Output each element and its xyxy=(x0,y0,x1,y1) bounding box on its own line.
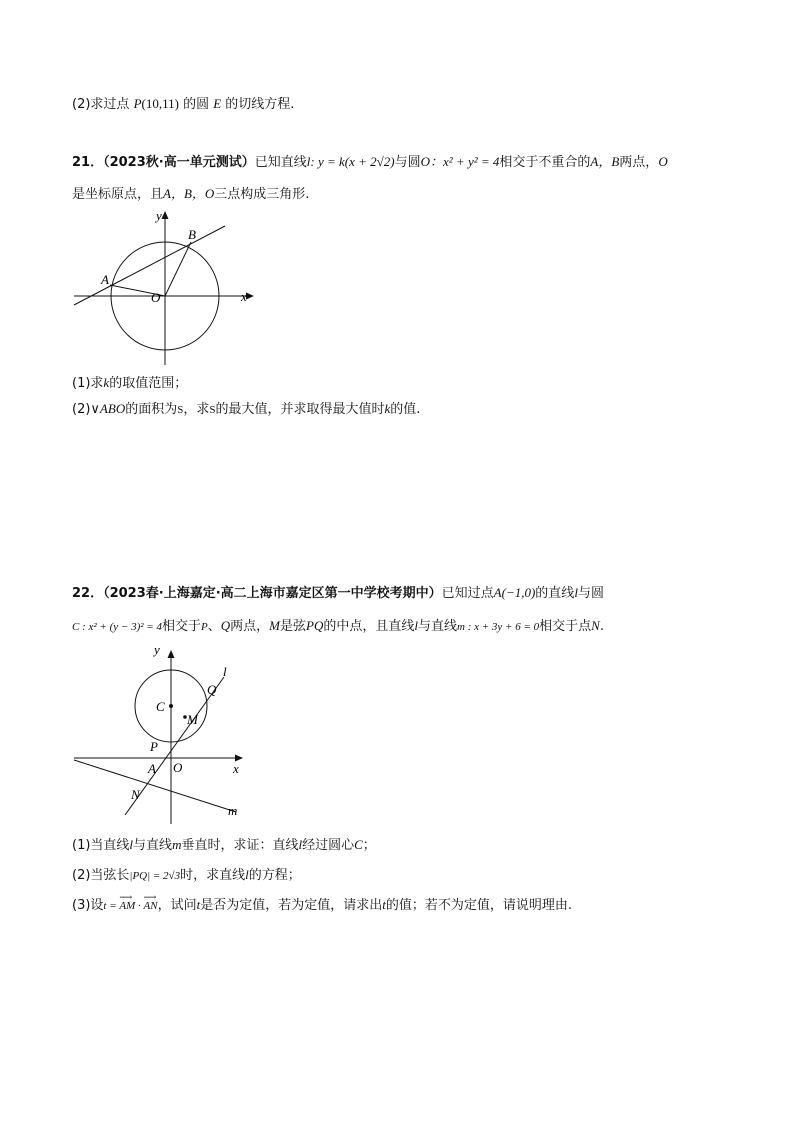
question-number: 22． xyxy=(72,586,104,601)
line-l-shape xyxy=(125,677,224,815)
q22-part3 xyxy=(72,896,572,915)
vector-am: ⟶ AM xyxy=(119,897,135,915)
triangle-abo: ∨ABO xyxy=(90,401,126,416)
text: 是弦 xyxy=(279,619,306,634)
text: 时，求直线 xyxy=(180,868,246,883)
text: 三点构成三角形. xyxy=(214,187,310,202)
text: 是否为定值，若为定值，请求出 xyxy=(200,898,383,913)
q21-stem-line2 xyxy=(72,185,309,204)
label-y: y xyxy=(154,642,160,657)
line-l: l xyxy=(306,154,311,169)
label-q: Q xyxy=(207,682,217,697)
label-o: O xyxy=(173,760,183,775)
var-t: t = xyxy=(103,900,120,912)
label-a: A xyxy=(101,272,109,287)
circle-equation: ：x² + y² = 4 xyxy=(430,154,500,169)
text: 、 xyxy=(207,619,221,634)
q22-part2 xyxy=(72,866,301,885)
text: 与圆 xyxy=(577,586,604,601)
point-p: P xyxy=(133,96,142,111)
x-axis-arrow xyxy=(246,293,254,300)
text: (2)当弦长 xyxy=(72,868,130,883)
label-y: y xyxy=(156,208,162,223)
point-q: Q xyxy=(220,618,231,633)
q22-figure xyxy=(70,640,260,830)
line-m-equation: m : x + 3y + 6 = 0 xyxy=(457,621,540,633)
line-l: l xyxy=(414,618,418,633)
point-p: P xyxy=(200,621,208,633)
points-ab: A，B xyxy=(590,154,620,169)
text: 相交于 xyxy=(161,619,201,634)
line-l: l xyxy=(298,837,303,852)
vector-an: ⟶ AN xyxy=(144,897,158,915)
text: 已知过点 xyxy=(441,586,494,601)
text: 的中点，且直线 xyxy=(323,619,415,634)
line-l: l xyxy=(574,585,578,600)
var-s: S xyxy=(177,404,184,416)
text: 的值. xyxy=(390,402,421,417)
text: 与圆 xyxy=(394,155,421,170)
text: 是坐标原点，且 xyxy=(72,187,164,202)
text: 垂直时，求证：直线 xyxy=(181,838,299,853)
question-source: （2023秋·高一单元测试） xyxy=(103,155,255,170)
y-axis-arrow xyxy=(168,650,175,658)
point-a: A(−1,0) xyxy=(493,585,536,600)
text: 与直线 xyxy=(417,619,457,634)
text: 的切线方程. xyxy=(221,97,295,112)
text: ； xyxy=(362,838,376,853)
circle-o: O xyxy=(420,154,430,169)
circle-e: E xyxy=(213,96,222,111)
chord-pq: PQ xyxy=(306,618,324,633)
points-abo: A，B，O xyxy=(163,186,215,201)
dot-product: · xyxy=(135,900,144,912)
text: 已知直线 xyxy=(254,155,307,170)
label-p: P xyxy=(150,739,158,754)
label-b: B xyxy=(188,227,196,242)
q20-part2 xyxy=(72,95,294,114)
text: 的面积为 xyxy=(125,402,178,417)
label-c: C xyxy=(156,699,165,714)
text: ，求 xyxy=(183,402,210,417)
var-t: t xyxy=(196,897,201,912)
text: 经过圆心 xyxy=(302,838,355,853)
q22-stem-line1 xyxy=(72,584,604,603)
text: (2)求过点 xyxy=(72,97,134,112)
text: 两点， xyxy=(230,619,270,634)
center-c-dot xyxy=(169,704,173,708)
text: (1)求 xyxy=(72,376,104,391)
var-k: k xyxy=(384,401,391,416)
label-x: x xyxy=(233,761,239,776)
label-n: N xyxy=(131,787,140,802)
point-coords: (10,11) xyxy=(141,96,179,111)
q21-figure xyxy=(70,205,260,370)
label-m: M xyxy=(187,712,198,727)
label-x: x xyxy=(241,289,247,304)
text: 相交于点 xyxy=(539,619,592,634)
line-l: l xyxy=(245,867,249,882)
label-o: O xyxy=(151,290,161,305)
var-k: k xyxy=(103,375,110,390)
text: 的直线 xyxy=(535,586,575,601)
line-m: m xyxy=(172,837,182,852)
text: 的方程； xyxy=(248,868,301,883)
label-l: l xyxy=(223,664,227,679)
text: 的值；若不为定值，请说明理由. xyxy=(385,898,573,913)
text: 相交于不重合的 xyxy=(499,155,591,170)
text: ，试问 xyxy=(157,898,197,913)
q21-stem-line1 xyxy=(72,153,668,172)
q22-part1 xyxy=(72,836,376,855)
text: 的取值范围； xyxy=(109,376,188,391)
point-c: C xyxy=(354,837,363,852)
chord-length-expr: |PQ| = 2√3 xyxy=(129,870,181,882)
point-n: N xyxy=(591,618,600,633)
text: 的最大值，并求取得最大值时 xyxy=(215,402,385,417)
question-source: （2023春·上海嘉定·高二上海市嘉定区第一中学校考期中） xyxy=(103,586,442,601)
q21-part1 xyxy=(72,374,187,393)
circle-equation: C : x² + (y − 3)² = 4 xyxy=(72,621,162,633)
text: (2) xyxy=(72,402,91,417)
label-m-line: m xyxy=(228,803,238,818)
line-equation: : y = k(x + 2√2) xyxy=(310,154,395,169)
text: (3)设 xyxy=(72,898,104,913)
line-l: l xyxy=(129,837,134,852)
question-number: 21． xyxy=(72,155,104,170)
var-s: S xyxy=(209,404,216,416)
text: 的圆 xyxy=(178,97,214,112)
var-t: t xyxy=(382,897,386,912)
q22-stem-line2 xyxy=(72,617,604,636)
q21-part2 xyxy=(72,400,420,419)
point-o: O xyxy=(658,154,668,169)
text: (1)当直线 xyxy=(72,838,130,853)
text: 与直线 xyxy=(133,838,173,853)
text: . xyxy=(599,619,604,634)
label-a: A xyxy=(148,761,156,776)
text: 两点， xyxy=(619,155,659,170)
y-axis-arrow xyxy=(162,211,169,219)
point-m: M xyxy=(269,618,280,633)
